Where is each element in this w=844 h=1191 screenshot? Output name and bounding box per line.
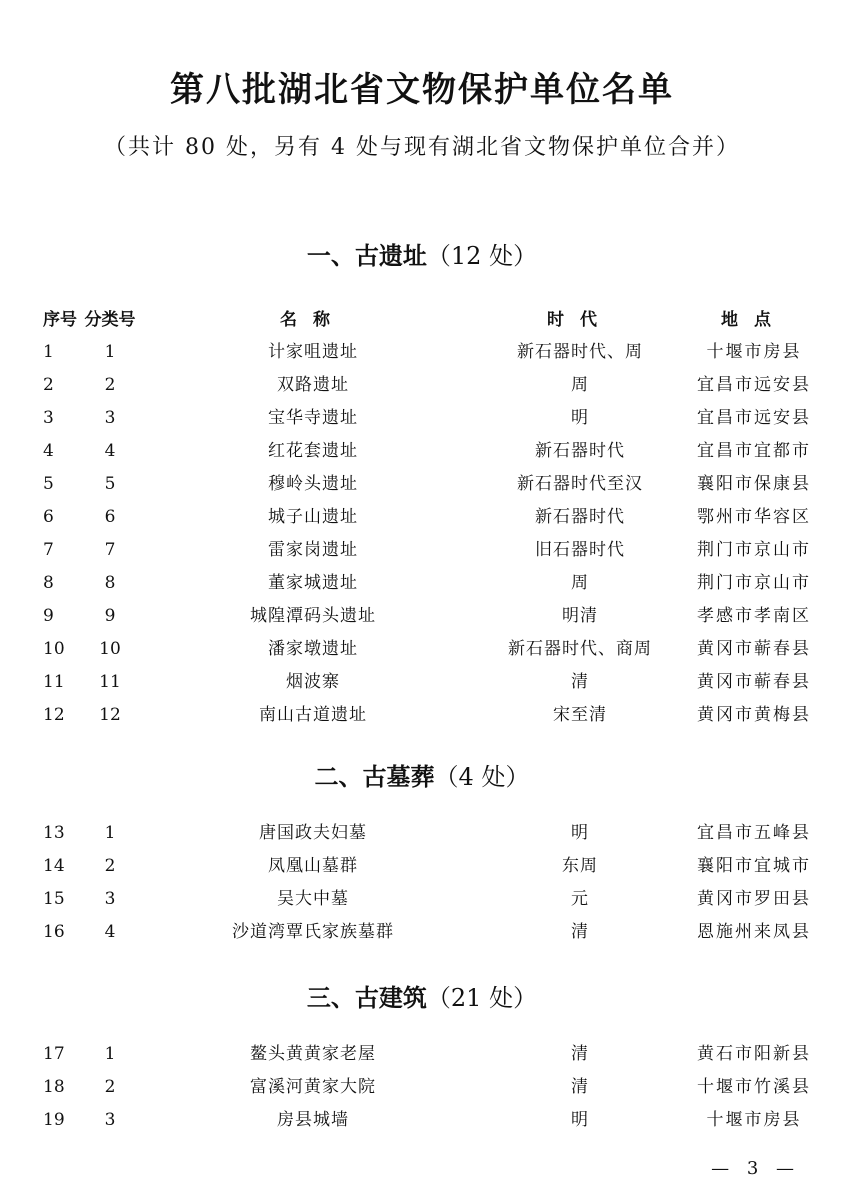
cell-name: 城隍潭码头遗址 <box>250 606 376 626</box>
cell-era: 明 <box>571 408 589 428</box>
page-number-text: — 3 — <box>711 1158 800 1179</box>
cell-category: 6 <box>104 507 116 527</box>
cell-name: 吴大中墓 <box>277 889 349 909</box>
table-row: 16 4 沙道湾覃氏家族墓群 清 恩施州来凤县 <box>0 917 844 947</box>
cell-category: 1 <box>104 823 116 843</box>
cell-era: 新石器时代至汉 <box>517 474 643 494</box>
section-name: 一、古遗址 <box>306 242 427 270</box>
cell-category: 5 <box>104 474 116 494</box>
cell-location: 十堰市竹溪县 <box>697 1077 811 1097</box>
cell-location: 襄阳市保康县 <box>697 474 811 494</box>
cell-location: 十堰市房县 <box>706 1110 802 1130</box>
table-row: 12 12 南山古道遗址 宋至清 黄冈市黄梅县 <box>0 700 844 730</box>
section-heading <box>0 236 844 271</box>
section-count: （21 处） <box>426 984 538 1012</box>
table-header: 序号 分类号 名称 时代 地点 <box>0 305 844 335</box>
cell-name: 富溪河黄家大院 <box>250 1077 376 1097</box>
cell-era: 清 <box>571 672 589 692</box>
section-heading <box>0 978 844 1013</box>
cell-category: 4 <box>104 922 116 942</box>
cell-location: 孝感市孝南区 <box>697 606 811 626</box>
table-row: 18 2 富溪河黄家大院 清 十堰市竹溪县 <box>0 1072 844 1102</box>
cell-name: 凤凰山墓群 <box>268 856 358 876</box>
table-row: 2 2 双路遗址 周 宜昌市远安县 <box>0 370 844 400</box>
header-category: 分类号 <box>84 310 136 330</box>
cell-era: 清 <box>571 922 589 942</box>
cell-category: 11 <box>99 672 121 692</box>
cell-location: 黄冈市罗田县 <box>697 889 811 909</box>
table-row: 13 1 唐国政夫妇墓 明 宜昌市五峰县 <box>0 818 844 848</box>
cell-era: 明 <box>571 1110 589 1130</box>
page-subtitle: （共计 80 处，另有 4 处与现有湖北省文物保护单位合并） <box>104 135 740 160</box>
cell-category: 10 <box>99 639 121 659</box>
cell-location: 恩施州来凤县 <box>697 922 811 942</box>
cell-category: 2 <box>104 1077 116 1097</box>
cell-name: 唐国政夫妇墓 <box>259 823 367 843</box>
cell-location: 荆门市京山市 <box>697 540 811 560</box>
cell-category: 8 <box>104 573 116 593</box>
cell-category: 1 <box>104 342 116 362</box>
cell-category: 2 <box>104 375 116 395</box>
header-name: 名称 <box>280 310 346 330</box>
section-count: （12 处） <box>426 242 538 270</box>
cell-category: 1 <box>104 1044 116 1064</box>
cell-era: 东周 <box>562 856 598 876</box>
table-row: 3 3 宝华寺遗址 明 宜昌市远安县 <box>0 403 844 433</box>
cell-category: 12 <box>99 705 121 725</box>
cell-era: 旧石器时代 <box>535 540 625 560</box>
table-row: 1 1 计家咀遗址 新石器时代、周 十堰市房县 <box>0 337 844 367</box>
cell-category: 3 <box>104 408 116 428</box>
cell-name: 双路遗址 <box>277 375 349 395</box>
table-row: 9 9 城隍潭码头遗址 明清 孝感市孝南区 <box>0 601 844 631</box>
header-location: 地点 <box>721 310 787 330</box>
cell-location: 黄冈市蕲春县 <box>697 672 811 692</box>
table-row: 7 7 雷家岗遗址 旧石器时代 荆门市京山市 <box>0 535 844 565</box>
cell-era: 宋至清 <box>553 705 607 725</box>
cell-era: 清 <box>571 1044 589 1064</box>
table-row: 10 10 潘家墩遗址 新石器时代、商周 黄冈市蕲春县 <box>0 634 844 664</box>
cell-category: 2 <box>104 856 116 876</box>
header-era: 时代 <box>547 310 613 330</box>
cell-name: 房县城墙 <box>277 1110 349 1130</box>
table-row: 8 8 董家城遗址 周 荆门市京山市 <box>0 568 844 598</box>
table-row: 6 6 城子山遗址 新石器时代 鄂州市华容区 <box>0 502 844 532</box>
cell-era: 周 <box>571 375 589 395</box>
cell-name: 宝华寺遗址 <box>268 408 358 428</box>
cell-name: 雷家岗遗址 <box>268 540 358 560</box>
cell-name: 沙道湾覃氏家族墓群 <box>232 922 394 942</box>
cell-location: 黄冈市黄梅县 <box>697 705 811 725</box>
cell-name: 南山古道遗址 <box>259 705 367 725</box>
section-name: 二、古墓葬 <box>314 763 435 791</box>
cell-era: 新石器时代 <box>535 441 625 461</box>
cell-location: 鄂州市华容区 <box>697 507 811 527</box>
cell-era: 新石器时代、周 <box>517 342 643 362</box>
cell-era: 明 <box>571 823 589 843</box>
table-row: 15 3 吴大中墓 元 黄冈市罗田县 <box>0 884 844 914</box>
section-name: 三、古建筑 <box>306 984 427 1012</box>
cell-name: 穆岭头遗址 <box>268 474 358 494</box>
section-heading <box>0 757 844 792</box>
section-count: （4 处） <box>434 763 530 791</box>
table-row: 14 2 凤凰山墓群 东周 襄阳市宜城市 <box>0 851 844 881</box>
cell-location: 十堰市房县 <box>706 342 802 362</box>
table-row: 17 1 鳌头黄黄家老屋 清 黄石市阳新县 <box>0 1039 844 1069</box>
cell-era: 元 <box>571 889 589 909</box>
cell-category: 7 <box>104 540 116 560</box>
cell-location: 黄石市阳新县 <box>697 1044 811 1064</box>
table-row: 11 11 烟波寨 清 黄冈市蕲春县 <box>0 667 844 697</box>
cell-name: 董家城遗址 <box>268 573 358 593</box>
cell-name: 红花套遗址 <box>268 441 358 461</box>
cell-location: 黄冈市蕲春县 <box>697 639 811 659</box>
cell-location: 襄阳市宜城市 <box>697 856 811 876</box>
cell-location: 宜昌市远安县 <box>697 408 811 428</box>
cell-name: 城子山遗址 <box>268 507 358 527</box>
cell-category: 3 <box>104 1110 116 1130</box>
cell-location: 荆门市京山市 <box>697 573 811 593</box>
cell-name: 计家咀遗址 <box>268 342 358 362</box>
cell-category: 3 <box>104 889 116 909</box>
cell-name: 潘家墩遗址 <box>268 639 358 659</box>
page-title: 第八批湖北省文物保护单位名单 <box>170 70 674 110</box>
table-row: 4 4 红花套遗址 新石器时代 宜昌市宜都市 <box>0 436 844 466</box>
table-row: 19 3 房县城墙 明 十堰市房县 <box>0 1105 844 1135</box>
table-row: 5 5 穆岭头遗址 新石器时代至汉 襄阳市保康县 <box>0 469 844 499</box>
cell-era: 明清 <box>562 606 598 626</box>
cell-name: 鳌头黄黄家老屋 <box>250 1044 376 1064</box>
cell-era: 新石器时代、商周 <box>508 639 652 659</box>
cell-location: 宜昌市远安县 <box>697 375 811 395</box>
cell-location: 宜昌市宜都市 <box>697 441 811 461</box>
cell-era: 清 <box>571 1077 589 1097</box>
page-number <box>0 1158 844 1179</box>
cell-name: 烟波寨 <box>286 672 340 692</box>
cell-era: 周 <box>571 573 589 593</box>
cell-category: 4 <box>104 441 116 461</box>
cell-era: 新石器时代 <box>535 507 625 527</box>
cell-location: 宜昌市五峰县 <box>697 823 811 843</box>
cell-category: 9 <box>104 606 116 626</box>
